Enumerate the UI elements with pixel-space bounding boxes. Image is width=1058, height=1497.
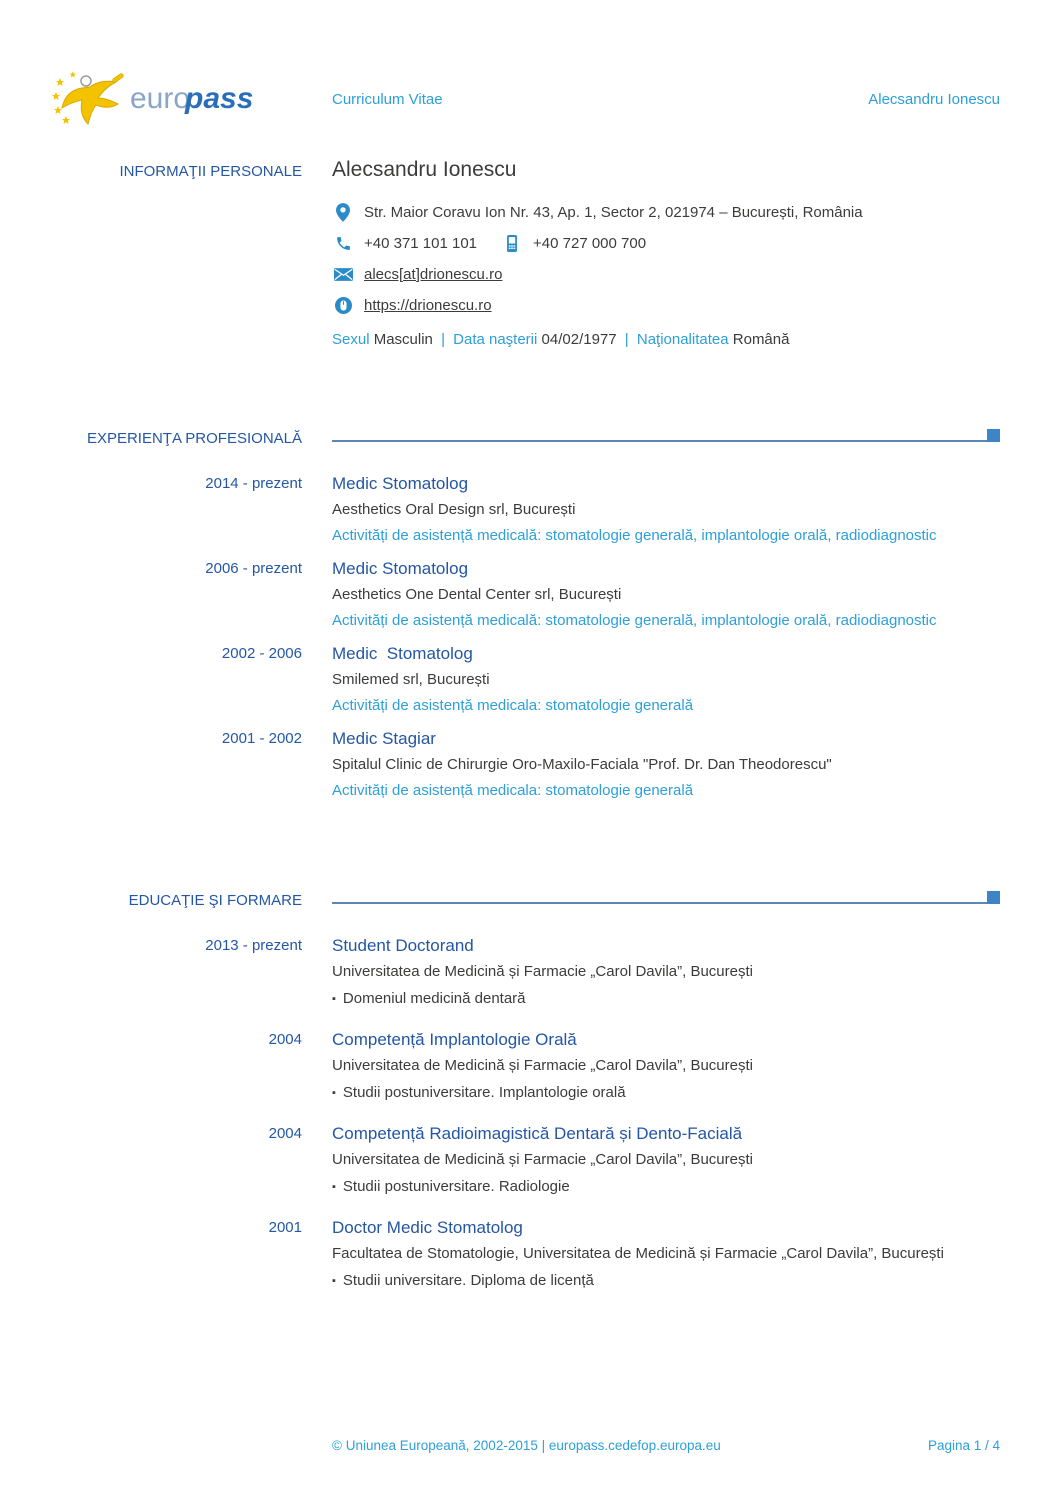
section-rule-endcap bbox=[987, 429, 1000, 442]
website-link[interactable]: https://drionescu.ro bbox=[364, 296, 492, 314]
separator: | bbox=[441, 331, 445, 348]
bullet-icon: ▪ bbox=[332, 1275, 336, 1287]
entry-detail bbox=[332, 985, 1000, 1014]
entry-organization: Aesthetics One Dental Center srl, București bbox=[332, 586, 622, 603]
entry-period: 2002 - 2006 bbox=[221, 645, 302, 662]
bullet-icon: ▪ bbox=[332, 993, 336, 1005]
footer-copyright: © Uniunea Europeană, 2002-2015 | europass.cedefop.europa.eu bbox=[332, 1438, 721, 1453]
email-link[interactable]: alecs[at]drionescu.ro bbox=[364, 265, 503, 283]
education-entry bbox=[52, 1121, 1000, 1202]
entry-detail bbox=[332, 1079, 1000, 1108]
entry-period: 2001 - 2002 bbox=[221, 730, 302, 747]
europass-logo-icon bbox=[52, 68, 272, 126]
entry-detail-text: Studii universitare. Diploma de licență bbox=[342, 1272, 594, 1289]
logo-euro-text: euro bbox=[130, 81, 191, 115]
entry-organization: Spitalul Clinic de Chirurgie Oro-Maxilo-Faciala "Prof. Dr. Dan Theodorescu" bbox=[332, 756, 832, 773]
entry-detail bbox=[332, 1173, 1000, 1202]
entry-activities: Activități de asistență medicala: stomatologie generală bbox=[332, 782, 694, 799]
entry-period: 2006 - prezent bbox=[205, 560, 302, 577]
entry-period: 2013 - prezent bbox=[205, 937, 302, 954]
entry-title: Doctor Medic Stomatolog bbox=[332, 1218, 523, 1237]
experience-entry bbox=[52, 471, 1000, 549]
phone-icon bbox=[332, 235, 354, 252]
section-rule-endcap bbox=[987, 891, 1000, 904]
education-entry bbox=[52, 933, 1000, 1014]
header-owner-name: Alecsandru Ionescu bbox=[868, 90, 1000, 108]
education-entry bbox=[52, 1027, 1000, 1108]
personal-info-section bbox=[52, 158, 1000, 348]
entry-activities: Activități de asistență medicală: stomatologie generală, implantologie orală, radiodiagnostic bbox=[332, 612, 937, 629]
section-rule bbox=[332, 440, 1000, 442]
mobile-number: +40 727 000 700 bbox=[533, 234, 647, 252]
entry-title: Competență Implantologie Orală bbox=[332, 1030, 577, 1049]
entry-period: 2004 bbox=[268, 1125, 302, 1142]
nationality-value: Română bbox=[732, 331, 790, 348]
entry-activities: Activități de asistență medicala: stomatologie generală bbox=[332, 697, 694, 714]
experience-entry bbox=[52, 641, 1000, 719]
entry-activities: Activități de asistență medicală: stomatologie generală, implantologie orală, radiodiagnostic bbox=[332, 527, 937, 544]
experience-section bbox=[52, 430, 1000, 804]
person-name: Alecsandru Ionescu bbox=[332, 158, 517, 181]
location-pin-icon bbox=[332, 203, 354, 222]
section-rule bbox=[332, 902, 1000, 904]
email-envelope-icon bbox=[332, 268, 354, 281]
email-row bbox=[332, 264, 1000, 284]
address-row bbox=[332, 202, 1000, 222]
star-figure-icon bbox=[62, 72, 124, 123]
entry-title: Medic Stomatolog bbox=[332, 474, 469, 493]
entry-period: 2014 - prezent bbox=[205, 475, 302, 492]
bullet-icon: ▪ bbox=[332, 1087, 336, 1099]
entry-organization: Universitatea de Medicină și Farmacie „Carol Davila”, București bbox=[332, 963, 753, 980]
demographics-row bbox=[332, 331, 1000, 348]
phone-number: +40 371 101 101 bbox=[364, 234, 478, 252]
page-footer bbox=[332, 1438, 1000, 1453]
entry-detail-text: Domeniul medicină dentară bbox=[342, 990, 526, 1007]
logo-pass-text: pass bbox=[185, 81, 254, 115]
birthdate-value: 04/02/1977 bbox=[541, 331, 617, 348]
website-row bbox=[332, 295, 1000, 315]
education-section-label: EDUCAŢIE ŞI FORMARE bbox=[128, 892, 302, 909]
europass-logo bbox=[52, 68, 302, 131]
entry-organization: Smilemed srl, București bbox=[332, 671, 490, 688]
entry-detail bbox=[332, 1267, 1000, 1296]
personal-section-label: INFORMAŢII PERSONALE bbox=[119, 163, 302, 180]
sex-label: Sexul bbox=[332, 331, 370, 348]
entry-title: Competență Radioimagistică Dentară și Dento-Facială bbox=[332, 1124, 743, 1143]
mobile-phone-icon bbox=[501, 235, 523, 252]
entry-organization: Universitatea de Medicină și Farmacie „Carol Davila”, București bbox=[332, 1151, 753, 1168]
sex-value: Masculin bbox=[373, 331, 433, 348]
education-section bbox=[52, 892, 1000, 1296]
experience-section-label: EXPERIENŢA PROFESIONALĂ bbox=[86, 430, 302, 447]
entry-period: 2001 bbox=[268, 1219, 302, 1236]
entry-organization: Facultatea de Stomatologie, Universitatea de Medicină și Farmacie „Carol Davila”, București bbox=[332, 1245, 944, 1262]
document-type: Curriculum Vitae bbox=[332, 90, 443, 108]
entry-title: Student Doctorand bbox=[332, 936, 474, 955]
bullet-icon: ▪ bbox=[332, 1181, 336, 1193]
entry-title: Medic Stagiar bbox=[332, 729, 436, 748]
entry-period: 2004 bbox=[268, 1031, 302, 1048]
address-text: Str. Maior Coravu Ion Nr. 43, Ap. 1, Sector 2, 021974 – București, România bbox=[364, 203, 863, 221]
web-mouse-icon bbox=[332, 297, 354, 314]
nationality-label: Naţionalitatea bbox=[636, 331, 729, 348]
birthdate-label: Data naşterii bbox=[453, 331, 538, 348]
entry-detail-text: Studii postuniversitare. Radiologie bbox=[342, 1178, 570, 1195]
entry-detail-text: Studii postuniversitare. Implantologie orală bbox=[342, 1084, 626, 1101]
entry-organization: Aesthetics Oral Design srl, București bbox=[332, 501, 576, 518]
education-entry bbox=[52, 1215, 1000, 1296]
page-header bbox=[52, 0, 1000, 128]
experience-entry bbox=[52, 726, 1000, 804]
entry-title: Medic Stomatolog bbox=[332, 559, 469, 578]
footer-page-number: Pagina 1 / 4 bbox=[927, 1438, 1000, 1453]
experience-entry bbox=[52, 556, 1000, 634]
entry-organization: Universitatea de Medicină și Farmacie „Carol Davila”, București bbox=[332, 1057, 753, 1074]
separator: | bbox=[624, 331, 629, 348]
entry-title: Medic Stomatolog bbox=[332, 644, 473, 663]
phone-row bbox=[332, 233, 1000, 253]
